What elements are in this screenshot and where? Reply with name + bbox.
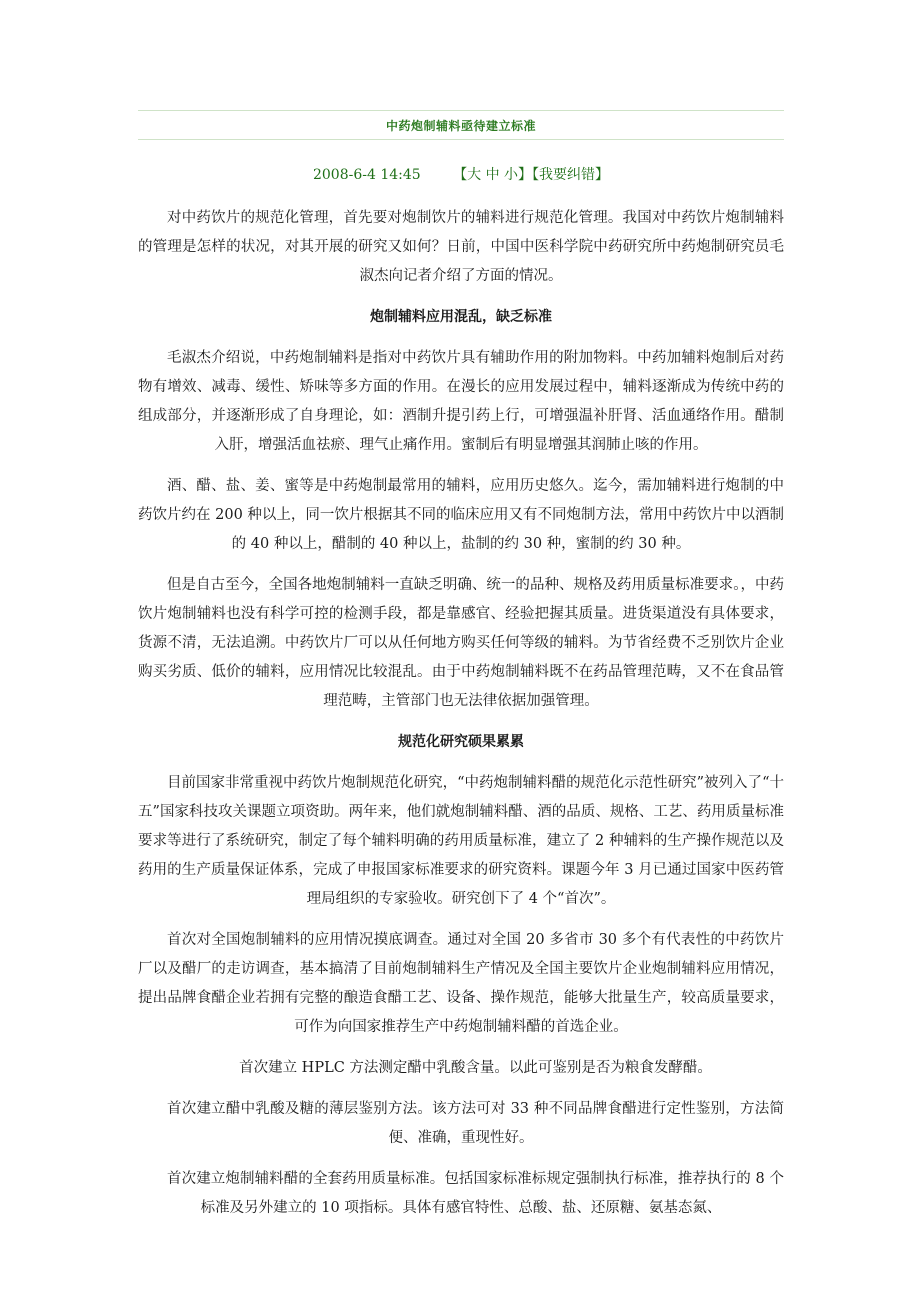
font-size-bracket-close: 】 [518, 167, 533, 183]
body-paragraph: 首次建立炮制辅料醋的全套药用质量标准。包括国家标准标规定强制执行标准，推荐执行的 8 个标准及另外建立的 10 项指标。具体有感官特性、总酸、盐、还原糖、氨基态氮、 [167, 1171, 784, 1216]
body-paragraph: 首次建立 HPLC 方法测定醋中乳酸含量。以此可鉴别是否为粮食发酵醋。 [239, 1060, 712, 1076]
article-page [138, 110, 784, 1235]
body-paragraph: 目前国家非常重视中药饮片炮制规范化研究，“中药炮制辅料醋的规范化示范性研究”被列入了“十五”国家科技攻关课题立项资助。两年来，他们就炮制辅料醋、酒的品质、规格、工艺、药用质量标准要求等进行了系统研究，制定了每个辅料明确的药用质量标准，建立了 2 种辅料的生产操作规范以及药用的生产质量保证体系，完成了申报国家标准要求的研究资料。课题今年 3 月已通过国家中医药管理局组织的专家验收。研究创下了 4 个“首次”。 [138, 775, 784, 907]
font-size-large-link[interactable]: 大 [467, 167, 482, 183]
section-heading: 炮制辅料应用混乱，缺乏标准 [370, 309, 552, 325]
font-size-medium-link[interactable]: 中 [485, 167, 500, 183]
article-meta [138, 164, 784, 184]
font-size-small-link[interactable]: 小 [504, 167, 519, 183]
article-title: 中药炮制辅料亟待建立标准 [385, 118, 536, 133]
article-body [138, 204, 784, 1223]
font-size-bracket-open: 【 [453, 167, 468, 183]
publish-date: 2008-6-4 14:45 [312, 167, 421, 183]
report-error-link[interactable]: 【我要纠错】 [532, 167, 610, 183]
body-paragraph: 毛淑杰介绍说，中药炮制辅料是指对中药饮片具有辅助作用的附加物料。中药加辅料炮制后对药物有增效、减毒、缓性、矫味等多方面的作用。在漫长的应用发展过程中，辅料逐渐成为传统中药的组成部分，并逐渐形成了自身理论，如：酒制升提引药上行，可增强温补肝肾、活血通络作用。醋制入肝，增强活血祛瘀、理气止痛作用。蜜制后有明显增强其润肺止咳的作用。 [138, 350, 784, 453]
intro-paragraph: 对中药饮片的规范化管理，首先要对炮制饮片的辅料进行规范化管理。我国对中药饮片炮制辅料的管理是怎样的状况，对其开展的研究又如何？日前，中国中医科学院中药研究所中药炮制研究员毛淑杰向记者介绍了方面的情况。 [138, 210, 784, 284]
title-bar [138, 110, 784, 140]
section-heading: 规范化研究硕果累累 [398, 734, 524, 750]
body-paragraph: 但是自古至今，全国各地炮制辅料一直缺乏明确、统一的品种、规格及药用质量标准要求。，中药饮片炮制辅料也没有科学可控的检测手段，都是靠感官、经验把握其质量。进货渠道没有具体要求，货源不清，无法追溯。中药饮片厂可以从任何地方购买任何等级的辅料。为节省经费不乏别饮片企业购买劣质、低价的辅料，应用情况比较混乱。由于中药炮制辅料既不在药品管理范畴，又不在食品管理范畴，主管部门也无法律依据加强管理。 [138, 577, 784, 709]
body-paragraph: 首次建立醋中乳酸及糖的薄层鉴别方法。该方法可对 33 种不同品牌食醋进行定性鉴别，方法简便、准确，重现性好。 [167, 1101, 784, 1146]
body-paragraph: 酒、醋、盐、姜、蜜等是中药炮制最常用的辅料，应用历史悠久。迄今，需加辅料进行炮制的中药饮片约在 200 种以上，同一饮片根据其不同的临床应用又有不同炮制方法，常用中药饮片中以酒制的 40 种以上，醋制的 40 种以上，盐制的约 30 种，蜜制的约 30 种。 [138, 478, 784, 552]
body-paragraph: 首次对全国炮制辅料的应用情况摸底调查。通过对全国 20 多省市 30 多个有代表性的中药饮片厂以及醋厂的走访调查，基本搞清了目前炮制辅料生产情况及全国主要饮片企业炮制辅料应用情况，提出品牌食醋企业若拥有完整的酿造食醋工艺、设备、操作规范，能够大批量生产，较高质量要求，可作为向国家推荐生产中药炮制辅料醋的首选企业。 [138, 932, 784, 1035]
font-size-controls [453, 167, 532, 183]
